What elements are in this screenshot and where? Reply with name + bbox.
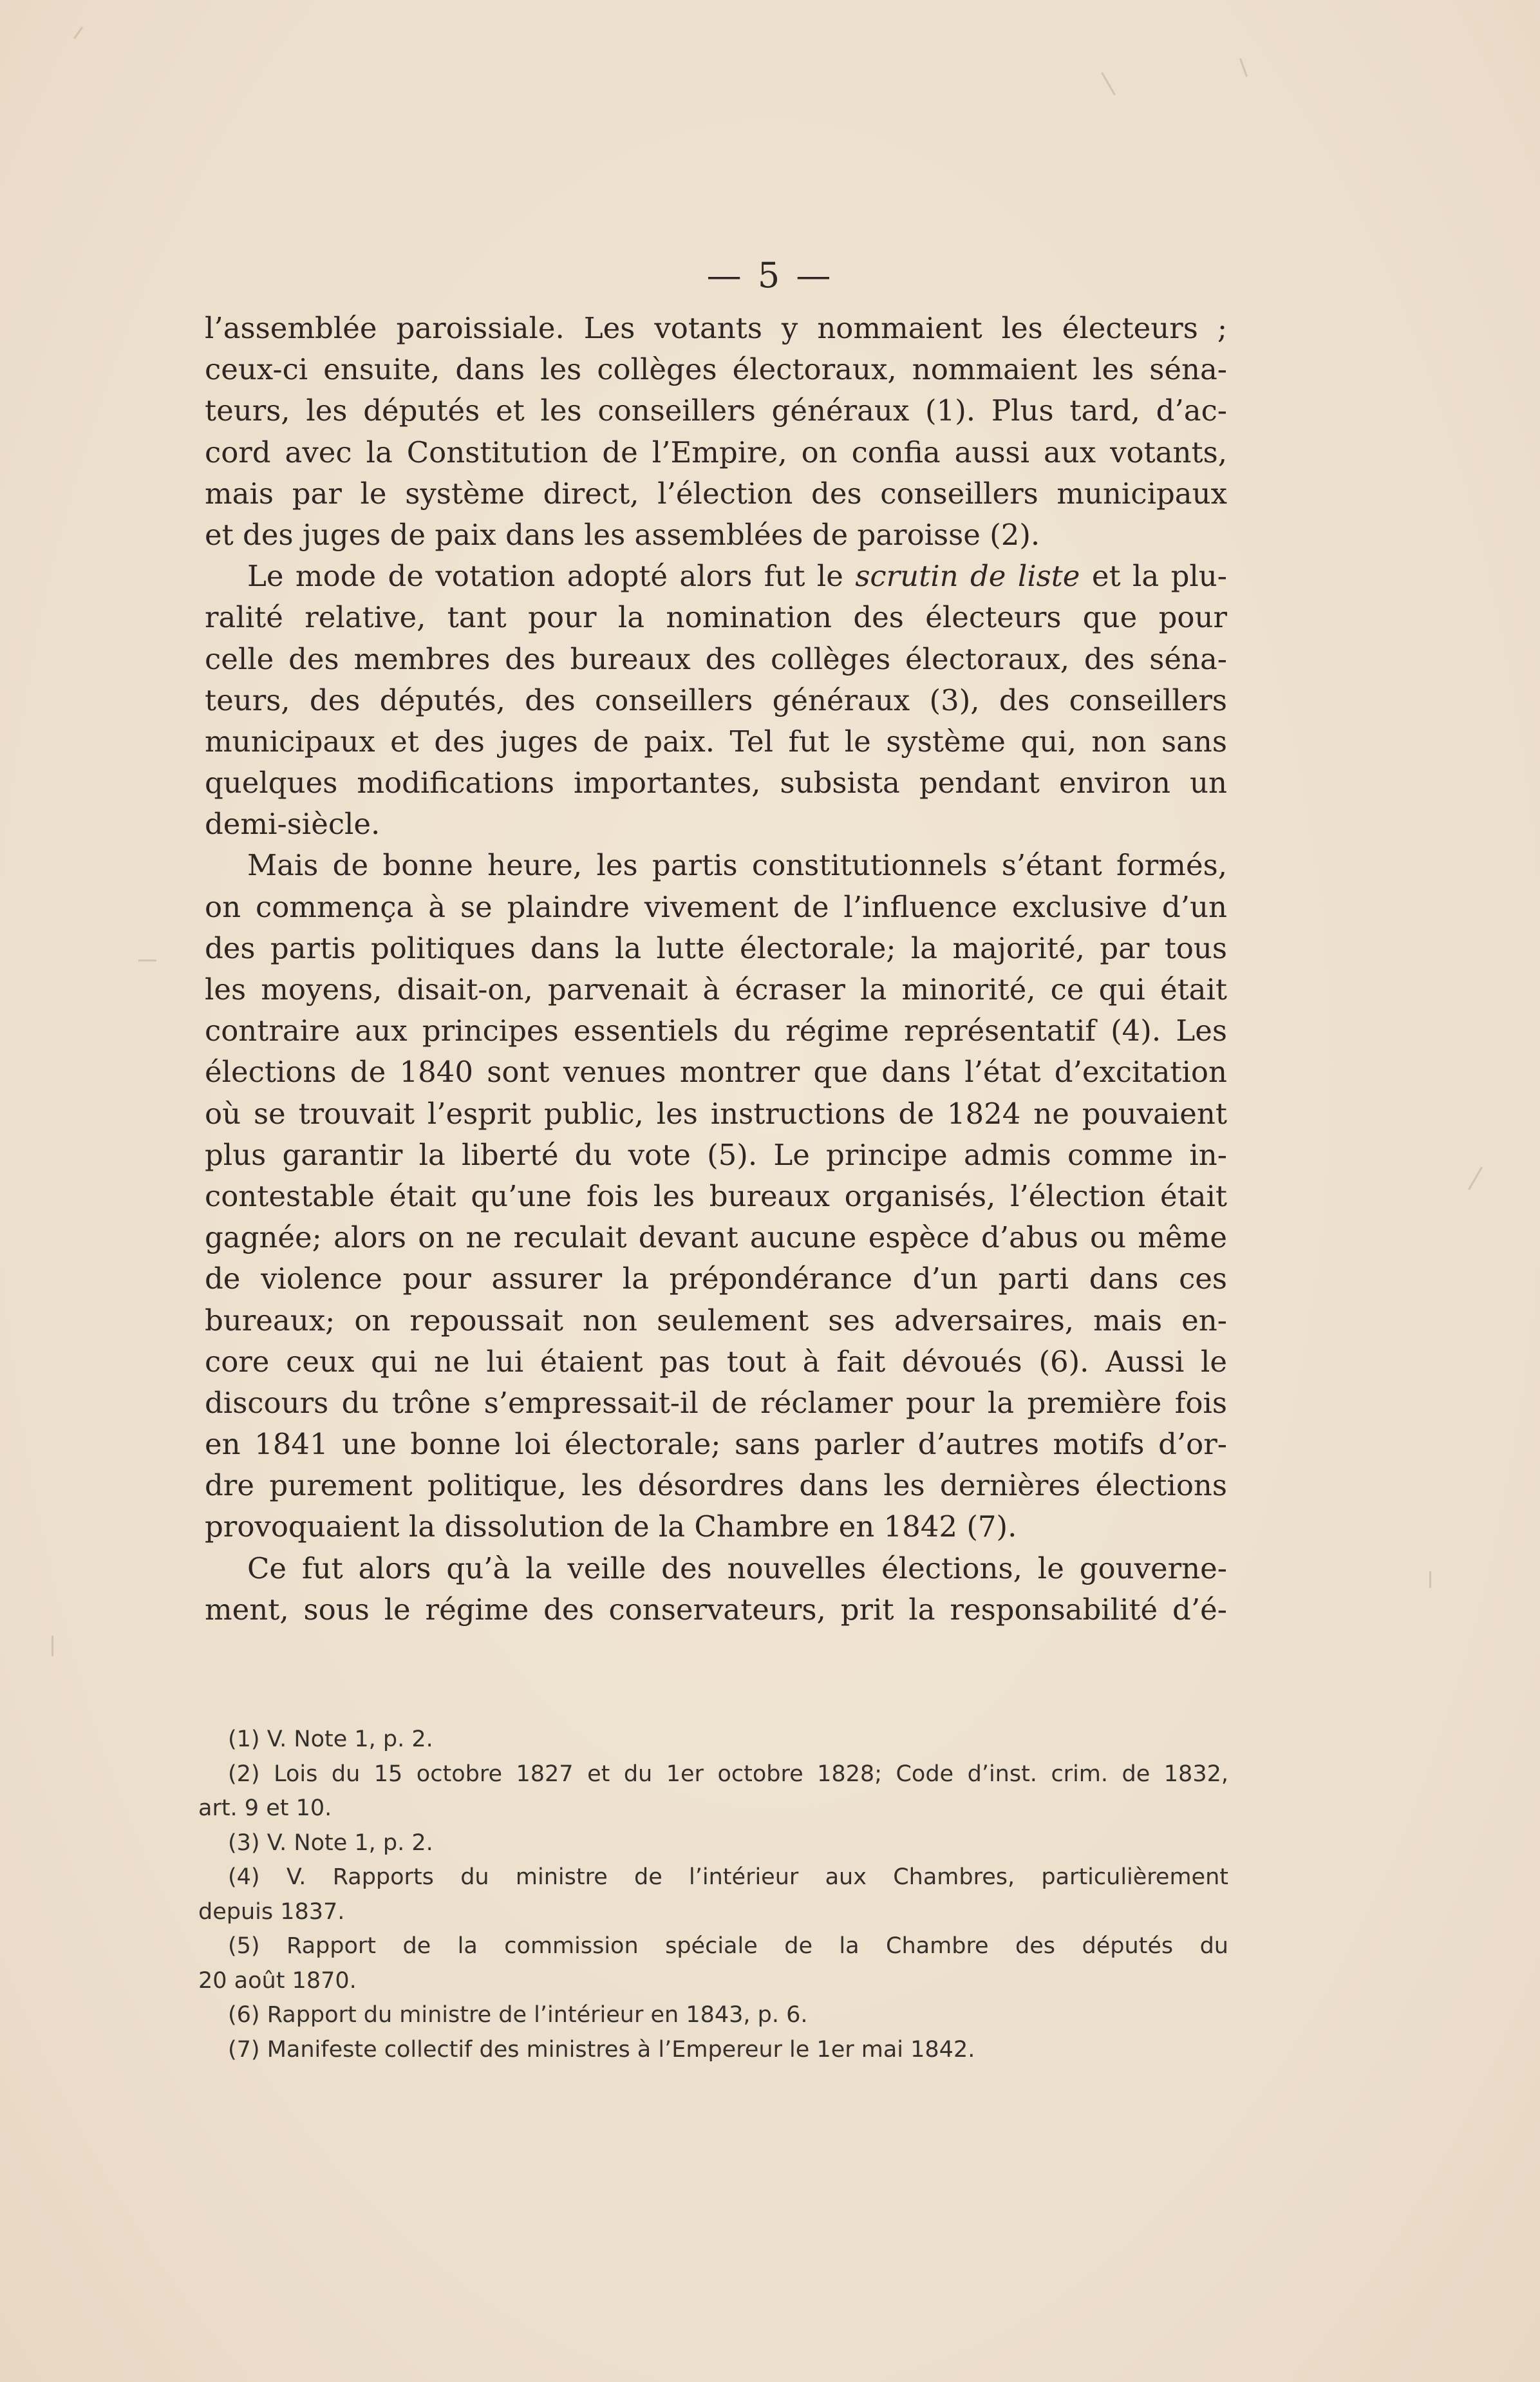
body-line: provoquaient la dissolution de la Chambre en 1842 (7). (205, 1509, 1017, 1544)
paper-speck (1239, 58, 1248, 77)
body-line: en 1841 une bonne loi électorale; sans parler d’autres motifs d’or- (205, 1427, 1227, 1462)
body-line: gagnée; alors on ne reculait devant aucune espèce d’abus ou même (205, 1220, 1227, 1255)
body-line: cord avec la Constitution de l’Empire, on confia aussi aux votants, (205, 435, 1227, 469)
body-text (205, 308, 1227, 1631)
body-line: les moyens, disait-on, parvenait à écraser la minorité, ce qui était (205, 972, 1227, 1007)
body-line: l’assemblée paroissiale. Les votants y nommaient les électeurs ; (205, 311, 1227, 345)
body-line: teurs, des députés, des conseillers généraux (3), des conseillers (205, 683, 1227, 717)
body-line: contestable était qu’une fois les bureaux organisés, l’élection était (205, 1178, 1227, 1213)
body-line-scrutin (205, 556, 1227, 597)
body-line: plus garantir la liberté du vote (5). Le principe admis comme in- (205, 1137, 1227, 1172)
body-line: ment, sous le régime des conservateurs, prit la responsabilité d’é- (205, 1592, 1227, 1627)
footnote-line: depuis 1837. (198, 1898, 345, 1925)
body-line: teurs, les députés et les conseillers généraux (1). Plus tard, d’ac- (205, 393, 1227, 428)
scrutin-de-liste-italic: scrutin de liste (855, 559, 1080, 594)
body-line: discours du trône s’empressait-il de réclamer pour la première fois (205, 1385, 1227, 1420)
body-line: Mais de bonne heure, les partis constitutionnels s’étant formés, (247, 848, 1227, 883)
body-line: des partis politiques dans la lutte électorale; la majorité, par tous (205, 931, 1227, 965)
body-line: bureaux; on repoussait non seulement ses adversaires, mais en- (205, 1303, 1227, 1338)
footnote-line: (4) V. Rapports du ministre de l’intérieur aux Chambres, particulièrement (228, 1864, 1228, 1890)
body-line: de violence pour assurer la prépondérance d’un parti dans ces (205, 1262, 1227, 1296)
scrutin-after: et la plu- (1080, 559, 1227, 594)
paper-speck (1429, 1571, 1431, 1588)
body-line: ralité relative, tant pour la nomination des électeurs que pour (205, 600, 1227, 635)
body-line: quelques modifications importantes, subsista pendant environ un (205, 766, 1227, 800)
paper-speck (138, 959, 156, 961)
footnote-line: (2) Lois du 15 octobre 1827 et du 1er octobre 1828; Code d’inst. crim. de 1832, (228, 1761, 1228, 1787)
footnote-line: (7) Manifeste collectif des ministres à l’Empereur le 1er mai 1842. (228, 2036, 975, 2063)
footnote-line: (6) Rapport du ministre de l’intérieur en 1843, p. 6. (228, 2002, 808, 2028)
body-line: core ceux qui ne lui étaient pas tout à fait dévoués (6). Aussi le (205, 1344, 1227, 1379)
body-line: ceux-ci ensuite, dans les collèges électoraux, nommaient les séna- (205, 352, 1227, 387)
paper-speck (73, 26, 83, 39)
footnote-line: 20 août 1870. (198, 1967, 357, 1994)
page-number: — 5 — (706, 255, 834, 296)
body-line: demi-siècle. (205, 807, 380, 842)
body-line: dre purement politique, les désordres dans les dernières élections (205, 1468, 1227, 1503)
body-line: Ce fut alors qu’à la veille des nouvelles élections, le gouverne- (247, 1551, 1227, 1585)
paper-speck (1101, 72, 1116, 95)
body-line: contraire aux principes essentiels du régime représentatif (4). Les (205, 1014, 1227, 1048)
body-line: mais par le système direct, l’élection des conseillers municipaux (205, 476, 1227, 511)
paper-speck (1468, 1167, 1483, 1190)
footnotes (198, 1723, 1228, 2067)
paper-speck (52, 1636, 53, 1656)
body-line: on commença à se plaindre vivement de l’influence exclusive d’un (205, 889, 1227, 924)
scrutin-before: Le mode de votation adopté alors fut le (247, 559, 856, 594)
footnote-line: art. 9 et 10. (198, 1795, 332, 1821)
body-line: où se trouvait l’esprit public, les instructions de 1824 ne pouvaient (205, 1096, 1227, 1131)
body-line: celle des membres des bureaux des collèges électoraux, des séna- (205, 641, 1227, 676)
footnote-line: (5) Rapport de la commission spéciale de la Chambre des députés du (228, 1933, 1228, 1959)
body-line: et des juges de paix dans les assemblées de paroisse (2). (205, 517, 1040, 552)
body-line: municipaux et des juges de paix. Tel fut le système qui, non sans (205, 724, 1227, 759)
footnote-line: (1) V. Note 1, p. 2. (228, 1726, 433, 1752)
footnote-line: (3) V. Note 1, p. 2. (228, 1829, 433, 1856)
body-line: élections de 1840 sont venues montrer que dans l’état d’excitation (205, 1055, 1227, 1090)
